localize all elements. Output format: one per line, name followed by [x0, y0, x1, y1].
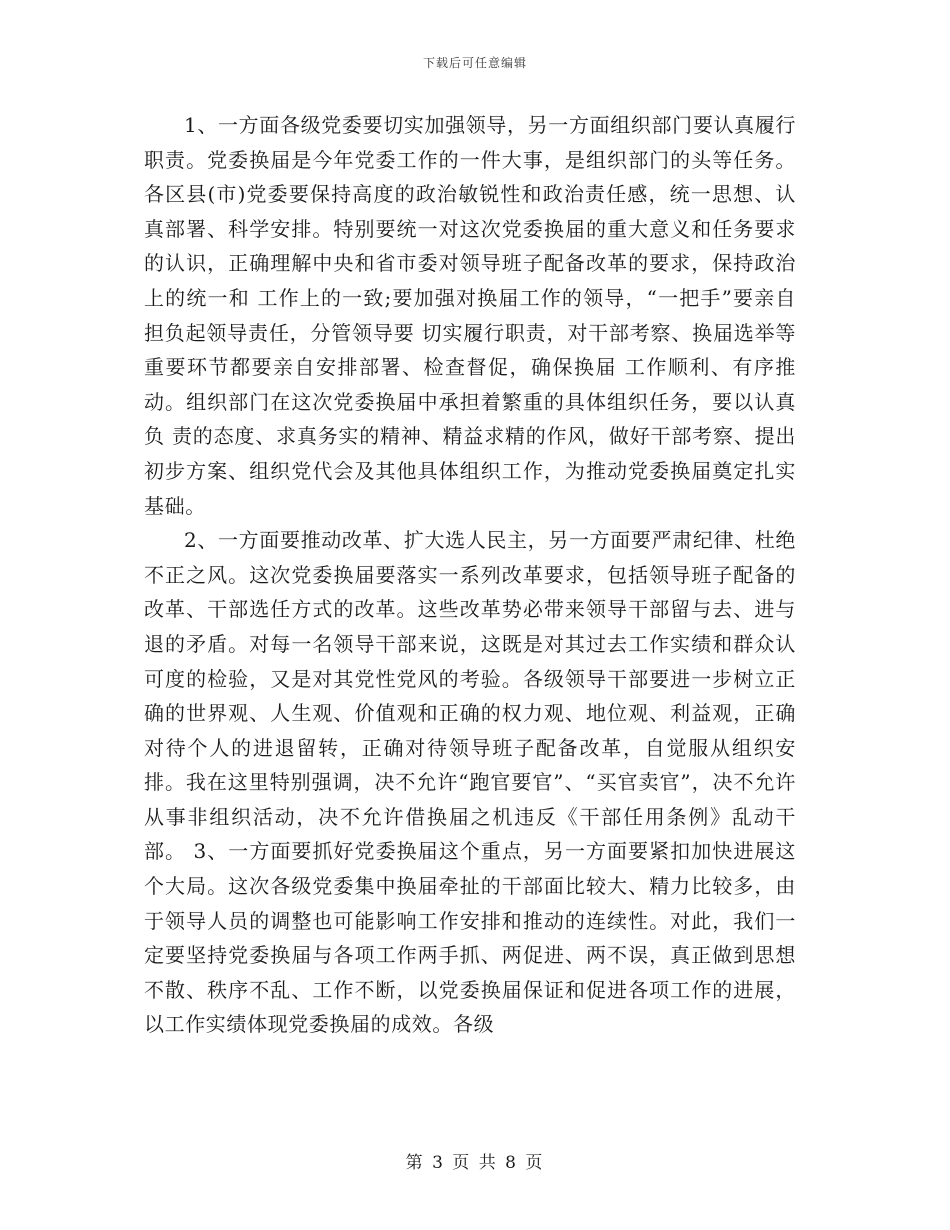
page-header: 下载后可任意编辑	[422, 56, 527, 70]
paragraph-1: 1、一方面各级党委要切实加强领导，另一方面组织部门要认真履行职责。党委换届是今年党委工作的一件大事，是组织部门的头等任务。各区县(市)党委要保持高度的政治敏锐性和政治责任感，统一思想、认真部署、科学安排。特别要统一对这次党委换届的重大意义和任务要求的认识，正确理解中央和省市委对领导班子配备改革的要求，保持政治上的统一和 工作上的一致;要加强对换届工作的领导，“一把手”要亲自担负起领导责任，分管领导要 切实履行职责，对干部考察、换届选举等重要环节都要亲自安排部署、检查督促，确保换届 工作顺利、有序推动。组织部门在这次党委换届中承担着繁重的具体组织任务，要以认真负 责的态度、求真务实的精神、精益求精的作风，做好干部考察、提出初步方案、组织党代会及其他具体组织工作，为推动党委换届奠定扎实基础。	[144, 113, 796, 518]
document-body	[144, 108, 796, 1042]
paragraph-2: 2、一方面要推动改革、扩大选人民主，另一方面要严肃纪律、杜绝不正之风。这次党委换届要落实一系列改革要求，包括领导班子配备的改革、干部选任方式的改革。这些改革势必带来领导干部留与去、进与退的矛盾。对每一名领导干部来说，这既是对其过去工作实绩和群众认可度的检验，又是对其党性党风的考验。各级领导干部要进一步树立正确的世界观、人生观、价值观和正确的权力观、地位观、利益观，正确对待个人的进退留转，正确对待领导班子配备改革，自觉服从组织安排。我在这里特别强调，决不允许“跑官要官”、“买官卖官”，决不允许从事非组织活动，决不允许借换届之机违反《干部任用条例》乱动干部。 3、一方面要抓好党委换届这个重点，另一方面要紧扣加快进展这个大局。这次各级党委集中换届牵扯的干部面比较大、精力比较多，由于领导人员的调整也可能影响工作安排和推动的连续性。对此，我们一定要坚持党委换届与各项工作两手抓、两促进、两不误，真正做到思想不散、秩序不乱、工作不断，以党委换届保证和促进各项工作的进展，以工作实绩体现党委换届的成效。各级	[144, 528, 796, 1037]
page-number-footer: 第 3 页 共 8 页	[405, 1153, 545, 1173]
